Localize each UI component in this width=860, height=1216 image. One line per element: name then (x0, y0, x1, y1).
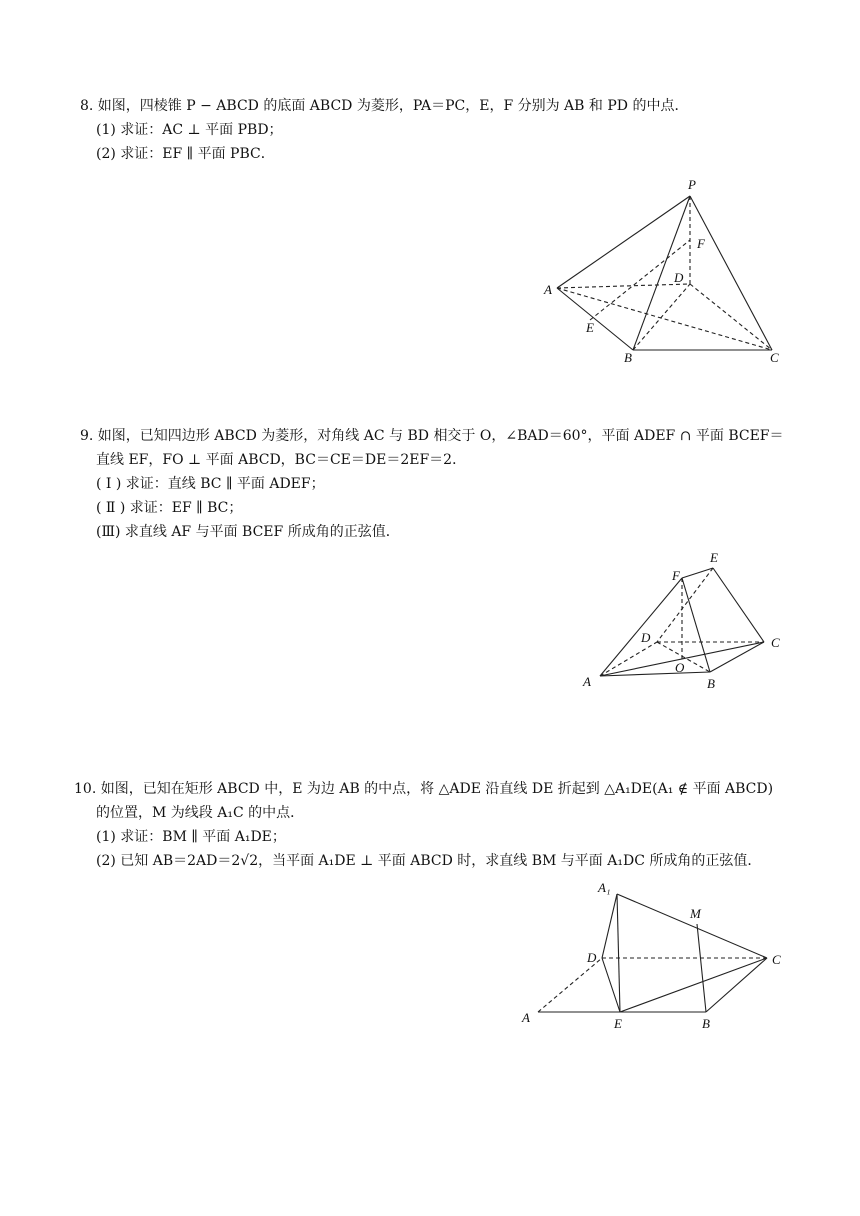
label-D: D (587, 950, 597, 965)
edge-BC (706, 958, 767, 1012)
p9-line-4: ( Ⅱ ) 求证：EF ∥ BC； (96, 500, 243, 516)
edge-EC (713, 568, 764, 642)
label-E: E (586, 320, 594, 335)
label-A: A (583, 674, 591, 689)
p9-line-1: 9. 如图，已知四边形 ABCD 为菱形，对角线 AC 与 BD 相交于 O，∠BAD＝60°，平面 ADEF ∩ 平面 BCEF＝ (80, 428, 784, 444)
label-E: E (614, 1016, 622, 1031)
label-D: D (641, 630, 651, 645)
label-B: B (624, 350, 632, 365)
edge-PC (690, 196, 772, 350)
label-C: C (771, 635, 780, 650)
p8-line-2: (1) 求证：AC ⊥ 平面 PBD； (96, 122, 283, 138)
label-D: D (674, 270, 684, 285)
label-F: F (697, 236, 705, 251)
label-O: O (675, 660, 685, 675)
edge-DC (690, 284, 772, 350)
p10-line-1: 10. 如图，已知在矩形 ABCD 中，E 为边 AB 的中点，将 △ADE 沿直线 DE 折起到 △A₁DE(A₁ ∉ 平面 ABCD) (74, 781, 774, 797)
edge-AC (557, 288, 772, 350)
label-A: A (544, 282, 552, 297)
edge-A1E (617, 894, 620, 1012)
label-E: E (710, 550, 718, 565)
label-M: M (690, 906, 701, 921)
label-C: C (770, 350, 779, 365)
label-A1: A₁ (598, 880, 611, 895)
edge-AD (600, 642, 657, 676)
p8-line-1: 8. 如图，四棱锥 P − ABCD 的底面 ABCD 为菱形，PA＝PC，E，F 分别为 AB 和 PD 的中点． (80, 98, 689, 114)
label-A: A (522, 1010, 530, 1025)
p9-line-2: 直线 EF，FO ⊥ 平面 ABCD，BC＝CE＝DE＝2EF＝2． (96, 452, 467, 468)
p10-figure (510, 876, 790, 1036)
p10-line-3: (1) 求证：BM ∥ 平面 A₁DE； (96, 829, 286, 845)
label-B: B (707, 676, 715, 691)
label-C: C (772, 952, 781, 967)
p10-line-2: 的位置，M 为线段 A₁C 的中点． (96, 805, 305, 821)
edge-EC (620, 958, 767, 1012)
p10-line-4: (2) 已知 AB＝2AD＝2√2，当平面 A₁DE ⊥ 平面 ABCD 时，求直线 BM 与平面 A₁DC 所成角的正弦值． (96, 853, 762, 869)
edge-AD (538, 958, 602, 1012)
label-B: B (702, 1016, 710, 1031)
edge-BD (633, 284, 690, 350)
label-F: F (672, 568, 680, 583)
edge-ED (657, 568, 713, 642)
p9-line-3: ( Ⅰ ) 求证：直线 BC ∥ 平面 ADEF； (96, 476, 325, 492)
p9-figure (570, 546, 800, 696)
edge-DE (602, 958, 620, 1012)
p8-line-3: (2) 求证：EF ∥ 平面 PBC． (96, 146, 275, 162)
edge-FE (682, 568, 713, 578)
edge-A1D (602, 894, 617, 958)
edge-AB (557, 288, 633, 350)
edge-A1C (617, 894, 767, 958)
edge-BM (697, 924, 706, 1012)
p9-line-5: (Ⅲ) 求直线 AF 与平面 BCEF 所成角的正弦值． (96, 524, 400, 540)
edge-PA (557, 196, 690, 288)
p8-figure (540, 176, 790, 372)
edge-BC (710, 642, 764, 672)
label-P: P (688, 177, 696, 192)
edge-AD (557, 284, 690, 288)
